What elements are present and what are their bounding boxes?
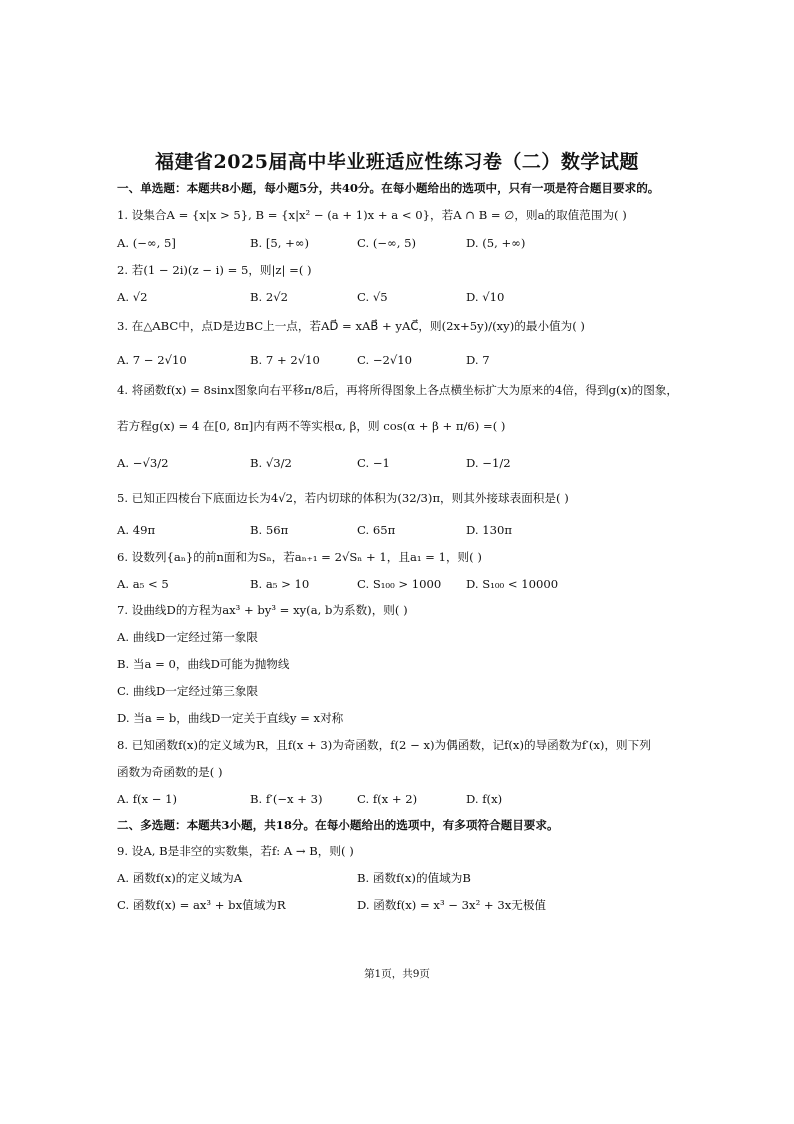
q5-stem: 5. 已知正四棱台下底面边长为4√2，若内切球的体积为(32/3)π，则其外接球表面积是( ) bbox=[117, 491, 569, 505]
q7-option-d: D. 当a = b，曲线D一定关于直线y = x对称 bbox=[117, 711, 344, 725]
q8-stem-line1: 8. 已知函数f(x)的定义域为R，且f(x + 3)为奇函数，f(2 − x)为偶函数，记f(x)的导函数为f′(x)，则下列 bbox=[117, 738, 651, 752]
q3-option-b: B. 7 + 2√10 bbox=[250, 353, 320, 367]
section-multi-heading: 二、多选题：本题共3小题，共18分。在每小题给出的选项中，有多项符合题目要求。 bbox=[117, 818, 559, 832]
q3-option-d: D. 7 bbox=[466, 353, 490, 367]
q1-stem: 1. 设集合A = {x|x > 5}, B = {x|x² − (a + 1)x + a < 0}，若A ∩ B = ∅，则a的取值范围为( ) bbox=[117, 208, 627, 222]
q9-stem: 9. 设A, B是非空的实数集，若f: A → B，则( ) bbox=[117, 844, 354, 858]
q6-option-a: A. a₅ < 5 bbox=[117, 577, 169, 591]
q8-option-a: A. f(x − 1) bbox=[117, 792, 178, 806]
q3-stem: 3. 在△ABC中，点D是边BC上一点，若AD⃗ = xAB⃗ + yAC⃗，则(2x+5y)/(xy)的最小值为( ) bbox=[117, 319, 585, 333]
q9-option-c: C. 函数f(x) = ax³ + bx值域为R bbox=[117, 898, 286, 912]
q2-option-c: C. √5 bbox=[357, 290, 388, 304]
q6-option-d: D. S₁₀₀ < 10000 bbox=[466, 577, 559, 591]
q8-option-c: C. f(x + 2) bbox=[357, 792, 418, 806]
q3-option-a: A. 7 − 2√10 bbox=[117, 353, 187, 367]
q7-stem: 7. 设曲线D的方程为ax³ + by³ = xy(a, b为系数)，则( ) bbox=[117, 603, 408, 617]
q9-option-d: D. 函数f(x) = x³ − 3x² + 3x无极值 bbox=[357, 898, 547, 912]
q2-option-d: D. √10 bbox=[466, 290, 505, 304]
q2-option-a: A. √2 bbox=[117, 290, 148, 304]
q6-stem: 6. 设数列{aₙ}的前n面和为Sₙ，若aₙ₊₁ = 2√Sₙ + 1，且a₁ = 1，则( ) bbox=[117, 550, 482, 564]
q5-option-b: B. 56π bbox=[250, 523, 289, 537]
q1-option-c: C. (−∞, 5) bbox=[357, 236, 416, 250]
q5-option-d: D. 130π bbox=[466, 523, 513, 537]
q6-option-c: C. S₁₀₀ > 1000 bbox=[357, 577, 442, 591]
q4-option-d: D. −1/2 bbox=[466, 456, 511, 470]
q4-stem-line2: 若方程g(x) = 4 在[0, 8π]内有两不等实根α, β，则 cos(α + β + π/6) =( ) bbox=[117, 419, 506, 433]
q6-option-b: B. a₅ > 10 bbox=[250, 577, 310, 591]
q7-option-c: C. 曲线D一定经过第三象限 bbox=[117, 684, 259, 698]
q1-option-a: A. (−∞, 5] bbox=[117, 236, 176, 250]
q8-option-b: B. f′(−x + 3) bbox=[250, 792, 323, 806]
q8-option-d: D. f(x) bbox=[466, 792, 503, 806]
q3-option-c: C. −2√10 bbox=[357, 353, 413, 367]
q9-option-b: B. 函数f(x)的值域为B bbox=[357, 871, 471, 885]
q2-option-b: B. 2√2 bbox=[250, 290, 289, 304]
q4-option-a: A. −√3/2 bbox=[117, 456, 169, 470]
q8-stem-line2: 函数为奇函数的是( ) bbox=[117, 765, 223, 779]
q5-option-a: A. 49π bbox=[117, 523, 156, 537]
q1-option-d: D. (5, +∞) bbox=[466, 236, 526, 250]
q1-option-b: B. [5, +∞) bbox=[250, 236, 310, 250]
q7-option-b: B. 当a = 0，曲线D可能为抛物线 bbox=[117, 657, 290, 671]
q4-stem-line1: 4. 将函数f(x) = 8sinx图象向右平移π/8后，再将所得图象上各点横坐标扩大为原来的4倍，得到g(x)的图象， bbox=[117, 383, 679, 397]
q9-option-a: A. 函数f(x)的定义域为A bbox=[117, 871, 243, 885]
page-title: 福建省2025届高中毕业班适应性练习卷（二）数学试题 bbox=[155, 151, 639, 173]
q7-option-a: A. 曲线D一定经过第一象限 bbox=[117, 630, 258, 644]
q4-option-b: B. √3/2 bbox=[250, 456, 292, 470]
q5-option-c: C. 65π bbox=[357, 523, 396, 537]
q4-option-c: C. −1 bbox=[357, 456, 390, 470]
page-footer: 第1页，共9页 bbox=[364, 968, 430, 980]
q2-stem: 2. 若(1 − 2i)(z − i) = 5，则|z| =( ) bbox=[117, 263, 312, 277]
section-single-heading: 一、单选题：本题共8小题，每小题5分，共40分。在每小题给出的选项中，只有一项是符合题目要求的。 bbox=[117, 181, 660, 195]
